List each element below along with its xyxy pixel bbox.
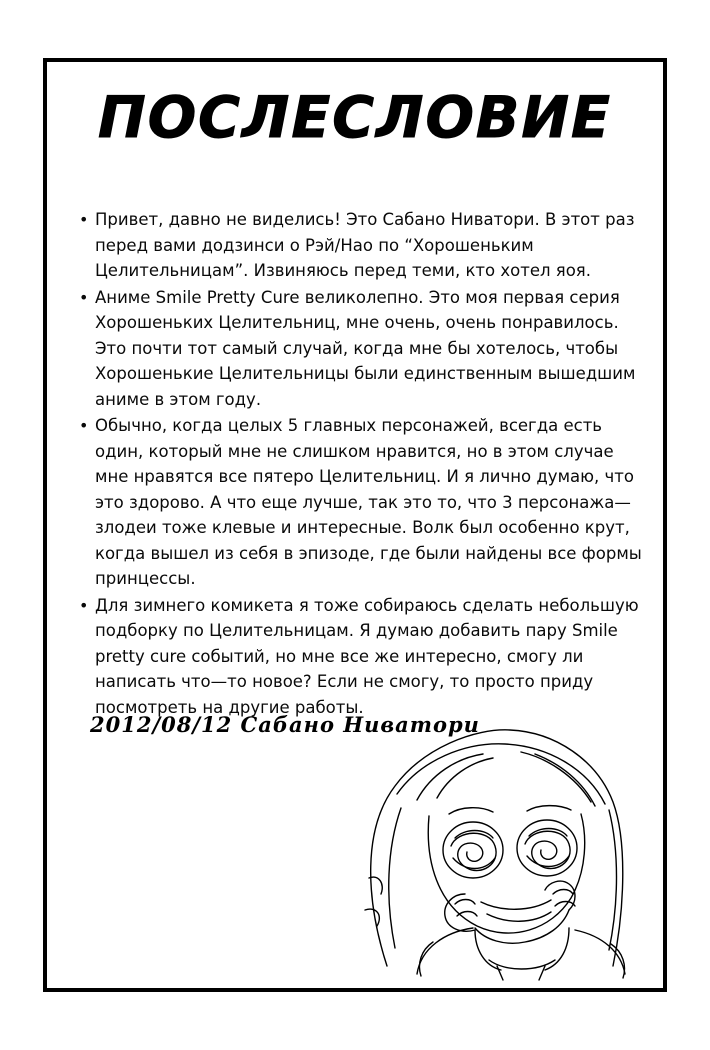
paragraph	[77, 207, 643, 284]
page-title: ПОСЛЕСЛОВИЕ	[98, 85, 612, 151]
chibi-girl-sketch	[325, 698, 655, 988]
paragraph	[77, 593, 643, 721]
paragraph-text: Для зимнего комикета я тоже собираюсь сделать небольшую подборку по Целительницам. Я думаю добавить пару Smile pretty cure событий, но мне все же интересно, смогу ли написать что—то новое? Если не смогу, то просто приду посмотреть на другие работы.	[95, 595, 639, 717]
bullet-glyph: •	[79, 210, 89, 229]
afterword-body	[77, 207, 643, 720]
bullet-glyph: •	[79, 287, 89, 307]
bullet-glyph: •	[79, 595, 89, 615]
paragraph-text: Аниме Smile Pretty Cure великолепно. Это моя первая серия Хорошеньких Целительниц, мне очень, очень понравилось. Это почти тот самый случай, когда мне бы хотелось, чтобы Хорошенькие Целительницы были единственным вышедшим аниме в этом году.	[95, 287, 636, 409]
afterword-panel	[43, 58, 667, 992]
bullet-glyph: •	[79, 416, 89, 435]
paragraph	[77, 413, 643, 592]
paragraph-text: Обычно, когда целых 5 главных персонажей, всегда есть один, который мне не слишком нравится, но в этом случае мне нравятся все пятеро Целительниц. И я лично думаю, что это здорово. А что еще лучше, так это то, что 3 персонажа—злодеи тоже клевые и интересные. Волк был особенно крут, когда вышел из себя в эпизоде, где были найдены все формы принцессы.	[95, 416, 642, 588]
paragraph	[77, 285, 643, 413]
paragraph-text: Привет, давно не виделись! Это Сабано Ниватори. В этот раз перед вами додзинси о Рэй/Нао по “Хорошеньким Целительницам”. Извиняюсь перед теми, кто хотел яоя.	[95, 210, 635, 280]
signature-line: 2012/08/12 Сабано Ниватори	[90, 712, 480, 737]
